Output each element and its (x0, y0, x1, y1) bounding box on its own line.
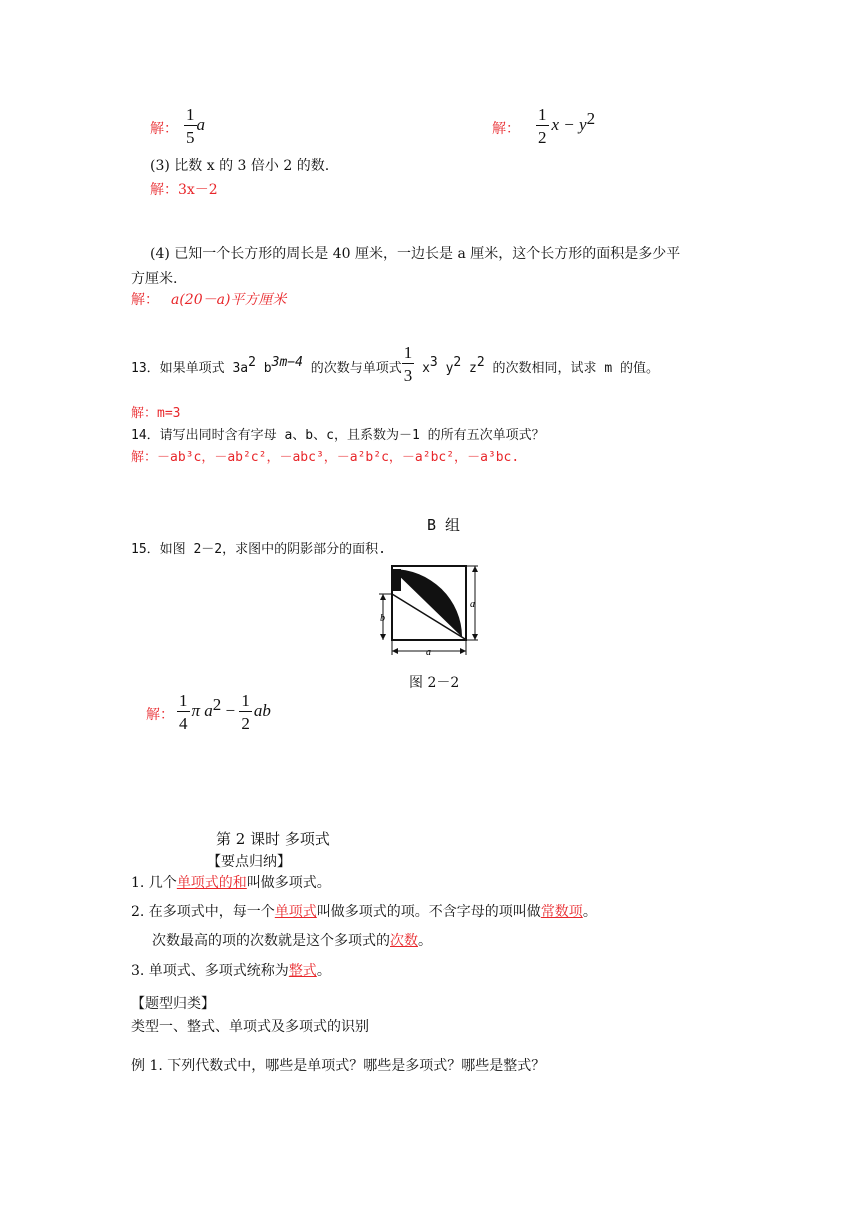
label-a-bottom: a (426, 647, 431, 658)
answer-term: －ab³c， (157, 450, 215, 465)
answer-blank: 单项式的和 (176, 875, 247, 891)
group-b-title: B 组 (427, 516, 461, 534)
answer-2-math: $\frac{1}{2}$ $x - y^2$ (538, 105, 596, 147)
answer-term: －ab²c²， (214, 450, 280, 465)
lesson-title: 第 2 课时 多项式 (216, 830, 330, 848)
question-15-answer-math: $\frac{1}{4}$ π $a^2$ − $\frac{1}{2}$ ab (179, 691, 271, 733)
question-4-line2: 方厘米. (131, 271, 178, 287)
answer-term: －a²bc²， (401, 450, 468, 465)
question-13: 13．如果单项式 $3a^2$ $b^{3m-4}$ 的次数与单项式 $\frac{1}{3}$ $x^3$ $y^2$ $z^2$ 的次数相同，试求 m 的值。 (131, 343, 660, 385)
point-2: 2. 在多项式中，每一个单项式叫做多项式的项。不含字母的项叫做常数项。 (131, 904, 597, 920)
point-1: 1. 几个单项式的和叫做多项式。 (131, 875, 331, 891)
question-4-answer: 解： a(20－a)平方厘米 (131, 292, 287, 308)
answer-term: －a²b²c， (336, 450, 402, 465)
question-13-answer: 解：m=3 (131, 406, 181, 421)
example-1: 例 1. 下列代数式中，哪些是单项式？哪些是多项式？哪些是整式？ (131, 1058, 546, 1074)
answer-term: －abc³， (279, 450, 337, 465)
question-15: 15．如图 2－2，求图中的阴影部分的面积. (131, 542, 386, 557)
question-14-answer: 解：－ab³c，－ab²c²，－abc³，－a²b²c，－a²bc²，－a³bc. (131, 450, 520, 465)
answer-blank: 次数 (390, 933, 418, 949)
fraction: $\frac{1}{2}$ (241, 691, 250, 733)
label-b: b (380, 613, 385, 624)
answer-blank: 单项式 (274, 904, 317, 920)
type-1: 类型一、整式、单项式及多项式的识别 (131, 1019, 369, 1035)
figure-2-2 (375, 561, 485, 661)
label-a-right: a (470, 599, 475, 610)
point-3: 3. 单项式、多项式统称为整式。 (131, 963, 331, 979)
question-4-line1: (4) 已知一个长方形的周长是 40 厘米，一边长是 a 厘米，这个长方形的面积是多少平 (150, 246, 681, 262)
fraction: $\frac{1}{2}$ (538, 105, 547, 147)
answer-label: 解： (150, 121, 178, 137)
fraction: $\frac{1}{5}$ (186, 105, 195, 147)
answer-term: －a³bc. (467, 450, 520, 465)
question-14: 14．请写出同时含有字母 a、b、c，且系数为－1 的所有五次单项式？ (131, 428, 545, 443)
types-heading: 【题型归类】 (131, 996, 215, 1012)
answer-blank: 常数项 (540, 904, 583, 920)
summary-heading: 【要点归纳】 (207, 854, 291, 870)
fraction: $\frac{1}{4}$ (179, 691, 188, 733)
fraction: $\frac{1}{3}$ (403, 343, 413, 385)
answer-label: 解： (146, 707, 174, 723)
figure-caption: 图 2－2 (409, 675, 460, 691)
point-2b: 次数最高的项的次数就是这个多项式的次数。 (152, 933, 432, 949)
answer-blank: 整式 (288, 963, 317, 979)
answer-label: 解： (492, 121, 520, 137)
answer-1-math: $\frac{1}{5}$ a (186, 105, 205, 147)
question-3-answer: 解：3x－2 (150, 182, 218, 198)
question-3: (3) 比数 x 的 3 倍小 2 的数. (150, 158, 330, 174)
